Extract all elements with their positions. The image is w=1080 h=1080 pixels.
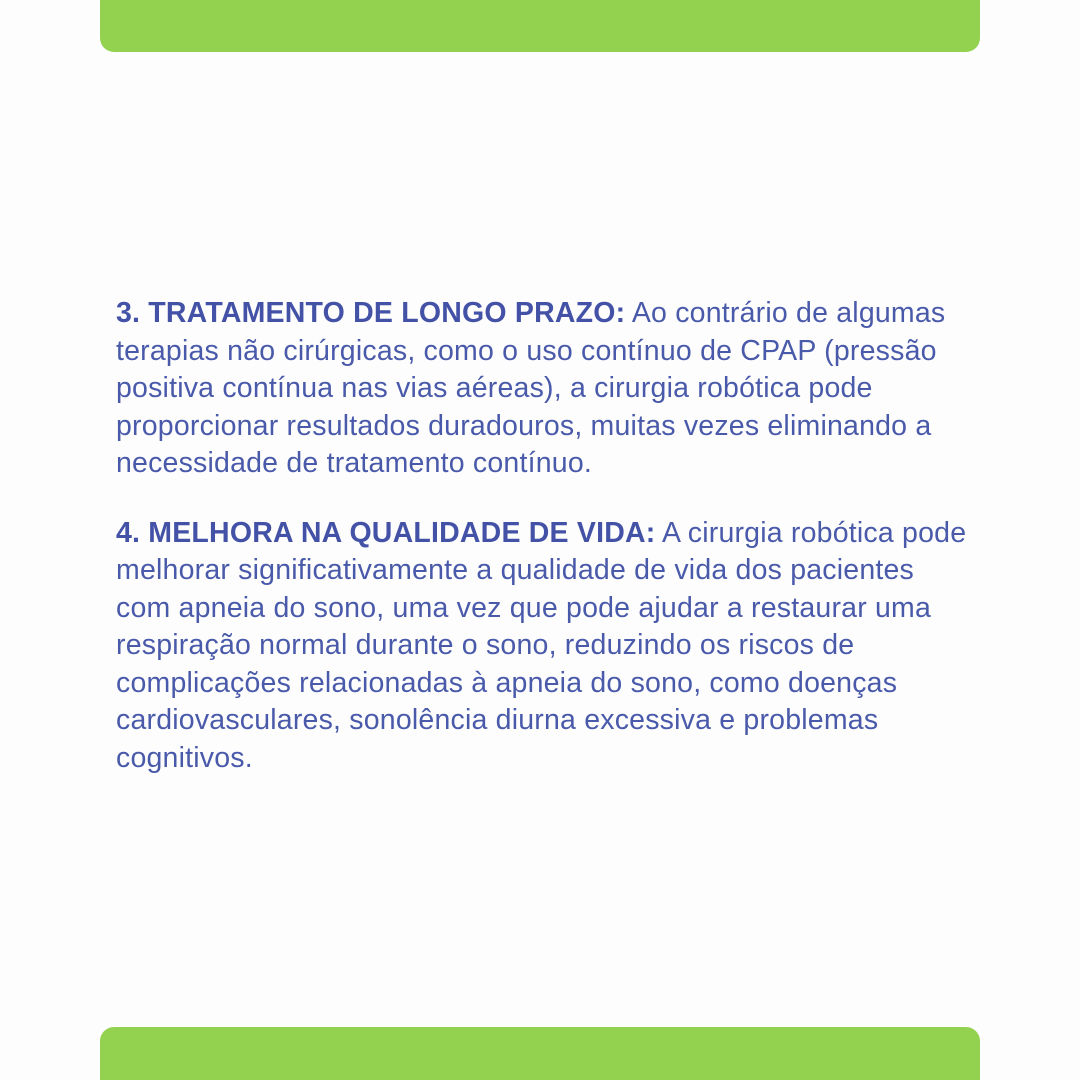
bottom-accent-bar	[100, 1027, 980, 1080]
content-area	[116, 295, 976, 777]
benefit-body: A cirurgia robótica pode melhorar significativamente a qualidade de vida dos pacientes com apneia do sono, uma vez que pode ajudar a restaurar uma respiração normal durante o sono, reduzindo os riscos de complicações relacionadas à apneia do sono, como doenças cardiovasculares, sonolência diurna excessiva e problemas cognitivos.	[116, 516, 967, 774]
benefit-body: Ao contrário de algumas terapias não cirúrgicas, como o uso contínuo de CPAP (pressão positiva contínua nas vias aéreas), a cirurgia robótica pode proporcionar resultados duradouros, muitas vezes eliminando a necessidade de tratamento contínuo.	[116, 297, 946, 479]
benefit-heading: 4. MELHORA NA QUALIDADE DE VIDA:	[116, 516, 656, 549]
benefit-heading: 3. TRATAMENTO DE LONGO PRAZO:	[116, 297, 626, 329]
benefit-item-3	[116, 295, 976, 483]
benefit-item-4	[116, 515, 976, 778]
top-accent-bar	[100, 0, 980, 52]
